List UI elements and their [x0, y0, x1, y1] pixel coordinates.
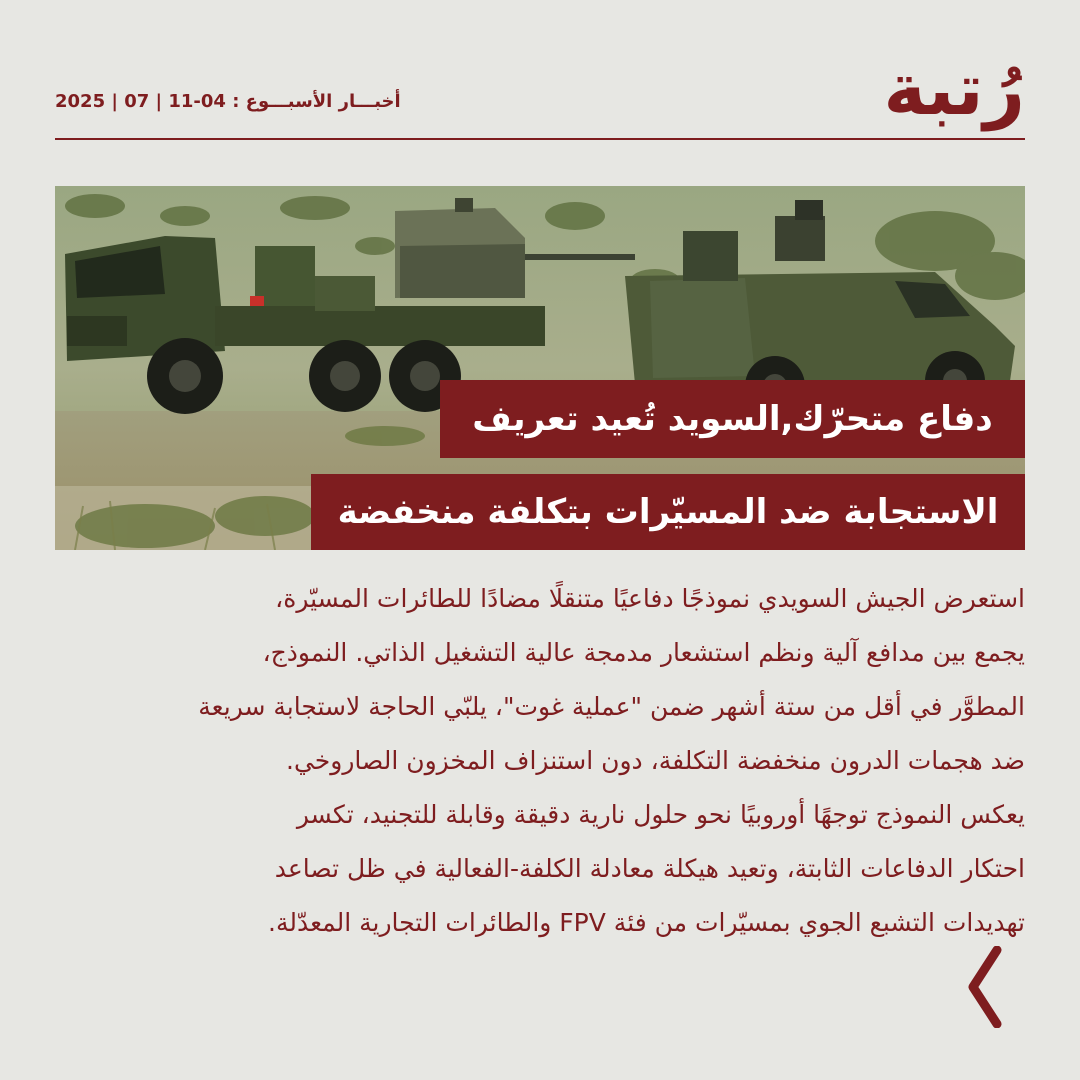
- headline-line-2: الاستجابة ضد المسيّرات بتكلفة منخفضة: [311, 474, 1025, 550]
- article-line-4: ضد هجمات الدرون منخفضة التكلفة، دون استنزاف المخزون الصاروخي.: [286, 746, 1025, 775]
- article-line-5: يعكس النموذج توجهًا أوروبيًا نحو حلول نارية دقيقة وقابلة للتجنيد، تكسر: [296, 800, 1025, 829]
- header-divider: [55, 138, 1025, 140]
- article-line-2: يجمع بين مدافع آلية ونظم استشعار مدمجة عالية التشغيل الذاتي. النموذج،: [262, 638, 1025, 667]
- dateline: [55, 84, 455, 120]
- headline-line-1: دفاع متحرّك,السويد تُعيد تعريف: [440, 380, 1025, 458]
- article-line-7: تهديدات التشبع الجوي بمسيّرات من فئة FPV والطائرات التجارية المعدّلة.: [268, 908, 1025, 937]
- article-body: [55, 572, 1025, 952]
- brand-logo: رُتبة: [883, 47, 1025, 131]
- chevron-left-icon[interactable]: [965, 946, 1009, 1028]
- dateline-label: أخبـــار الأسبـــوع :: [232, 91, 401, 112]
- dateline-date: 2025 | 07 | 11-04: [55, 91, 226, 112]
- article-line-6: احتكار الدفاعات الثابتة، وتعيد هيكلة معادلة الكلفة-الفعالية في ظل تصاعد: [274, 854, 1025, 883]
- article-line-1: استعرض الجيش السويدي نموذجًا دفاعيًا متنقلًا مضادًا للطائرات المسيّرة،: [275, 584, 1025, 613]
- article-line-3: المطوَّر في أقل من ستة أشهر ضمن "عملية غوت"، يلبّي الحاجة لاستجابة سريعة: [198, 692, 1025, 721]
